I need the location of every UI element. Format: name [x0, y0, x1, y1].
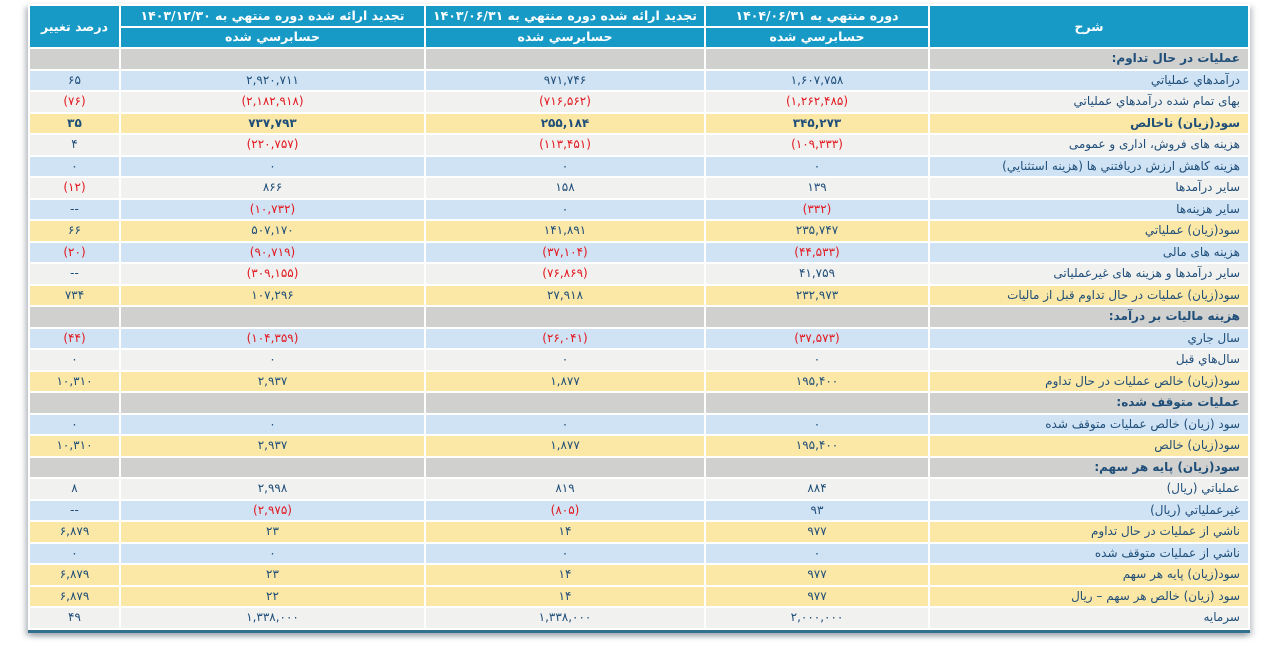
row-label: سود(زيان) عملياتي — [930, 221, 1248, 241]
row-label: هزينه های مالی — [930, 243, 1248, 263]
row-label: ساير درآمدها — [930, 178, 1248, 198]
value-cell: ۰ — [426, 415, 704, 435]
value-cell: ۳۴۵,۲۷۳ — [706, 114, 928, 134]
row-label: هزينه های فروش، اداری و عمومی — [930, 135, 1248, 155]
table-row — [30, 479, 1248, 499]
percent-change-cell: (۷۶) — [30, 92, 119, 112]
value-cell: ۸۱۹ — [426, 479, 704, 499]
value-cell: ۲,۹۳۷ — [121, 372, 424, 392]
value-cell: ۲۲ — [121, 587, 424, 607]
value-cell: ۹۷۷ — [706, 522, 928, 542]
value-cell: ۱۴۱,۸۹۱ — [426, 221, 704, 241]
value-cell: ۰ — [426, 350, 704, 370]
section-empty-cell — [30, 393, 119, 413]
value-cell: ۱۴ — [426, 522, 704, 542]
value-cell: ۲۳ — [121, 522, 424, 542]
table-row — [30, 565, 1248, 585]
percent-change-cell: ۶,۸۷۹ — [30, 565, 119, 585]
section-empty-cell — [426, 49, 704, 69]
value-cell: (۷۶,۸۶۹) — [426, 264, 704, 284]
row-label: درآمدهاي عملياتي — [930, 71, 1248, 91]
section-empty-cell — [426, 458, 704, 478]
value-cell: ۱۰۷,۲۹۶ — [121, 286, 424, 306]
percent-change-cell: -- — [30, 264, 119, 284]
value-cell: (۷۱۶,۵۶۲) — [426, 92, 704, 112]
table-row — [30, 200, 1248, 220]
table-body — [30, 49, 1248, 628]
percent-change-cell: (۴۴) — [30, 329, 119, 349]
value-cell: ۲,۹۳۷ — [121, 436, 424, 456]
row-label: سود(زيان) پايه هر سهم — [930, 565, 1248, 585]
value-cell: ۱,۸۷۷ — [426, 436, 704, 456]
percent-change-cell: ۰ — [30, 157, 119, 177]
value-cell: (۱۰۹,۳۳۳) — [706, 135, 928, 155]
value-cell: ۱۴ — [426, 565, 704, 585]
table-row — [30, 178, 1248, 198]
row-label: عملياتي (ريال) — [930, 479, 1248, 499]
section-empty-cell — [121, 49, 424, 69]
row-label: ساير درآمدها و هزينه های غيرعملياتی — [930, 264, 1248, 284]
value-cell: ۲۷,۹۱۸ — [426, 286, 704, 306]
value-cell: ۹۷۷ — [706, 587, 928, 607]
row-label: سرمايه — [930, 608, 1248, 628]
percent-change-cell: ۱۰,۳۱۰ — [30, 372, 119, 392]
row-label: سود (زيان) خالص هر سهم – ريال — [930, 587, 1248, 607]
value-cell: (۳۷,۵۷۳) — [706, 329, 928, 349]
value-cell: ۱۹۵,۴۰۰ — [706, 436, 928, 456]
value-cell: ۱,۶۰۷,۷۵۸ — [706, 71, 928, 91]
value-cell: ۲۳۲,۹۷۳ — [706, 286, 928, 306]
table-row — [30, 264, 1248, 284]
table-row — [30, 329, 1248, 349]
value-cell: ۰ — [706, 157, 928, 177]
row-label: سود(زيان) عمليات در حال تداوم قبل از ماليات — [930, 286, 1248, 306]
percent-change-cell: ۱۰,۳۱۰ — [30, 436, 119, 456]
percent-change-cell: ۶۶ — [30, 221, 119, 241]
percent-change-cell: ۷۳۴ — [30, 286, 119, 306]
value-cell: ۰ — [706, 544, 928, 564]
value-cell: ۰ — [706, 350, 928, 370]
value-cell: ۲,۹۲۰,۷۱۱ — [121, 71, 424, 91]
column-subheader-audited-restated-half: حسابرسي شده — [426, 28, 704, 48]
row-label: سال جاري — [930, 329, 1248, 349]
section-empty-cell — [30, 49, 119, 69]
table-row — [30, 135, 1248, 155]
value-cell: ۷۳۷,۷۹۳ — [121, 114, 424, 134]
value-cell: ۰ — [706, 415, 928, 435]
value-cell: (۳۷,۱۰۴) — [426, 243, 704, 263]
value-cell: (۱,۲۶۲,۴۸۵) — [706, 92, 928, 112]
income-statement-table-frame — [28, 4, 1250, 633]
value-cell: ۱۵۸ — [426, 178, 704, 198]
section-label: عمليات متوقف شده: — [930, 393, 1248, 413]
value-cell: ۰ — [121, 157, 424, 177]
value-cell: ۰ — [121, 350, 424, 370]
value-cell: ۱,۸۷۷ — [426, 372, 704, 392]
value-cell: ۱۹۵,۴۰۰ — [706, 372, 928, 392]
section-empty-cell — [121, 307, 424, 327]
table-row — [30, 350, 1248, 370]
percent-change-cell: (۲۰) — [30, 243, 119, 263]
value-cell: ۲۳ — [121, 565, 424, 585]
table-row — [30, 436, 1248, 456]
table-row — [30, 114, 1248, 134]
table-row — [30, 157, 1248, 177]
value-cell: ۹۷۱,۷۴۶ — [426, 71, 704, 91]
row-label: بهای تمام شده درآمدهاي عملياتي — [930, 92, 1248, 112]
section-empty-cell — [706, 49, 928, 69]
value-cell: ۹۷۷ — [706, 565, 928, 585]
table-row — [30, 544, 1248, 564]
row-label: غيرعملياتي (ريال) — [930, 501, 1248, 521]
table-row — [30, 587, 1248, 607]
section-empty-cell — [706, 307, 928, 327]
value-cell: (۱۱۳,۴۵۱) — [426, 135, 704, 155]
table-row — [30, 221, 1248, 241]
table-row — [30, 608, 1248, 628]
value-cell: ۵۰۷,۱۷۰ — [121, 221, 424, 241]
value-cell: (۲۶,۰۴۱) — [426, 329, 704, 349]
percent-change-cell: ۶۵ — [30, 71, 119, 91]
value-cell: (۲۲۰,۷۵۷) — [121, 135, 424, 155]
section-empty-cell — [426, 307, 704, 327]
section-label: سود(زيان) پايه هر سهم: — [930, 458, 1248, 478]
table-row — [30, 415, 1248, 435]
row-label: سود(زيان) ناخالص — [930, 114, 1248, 134]
section-label: هزينه ماليات بر درآمد: — [930, 307, 1248, 327]
row-label: سود (زيان) خالص عمليات متوقف شده — [930, 415, 1248, 435]
row-label: ناشي از عمليات در حال تداوم — [930, 522, 1248, 542]
column-header-description: شرح — [930, 6, 1248, 47]
percent-change-cell: -- — [30, 200, 119, 220]
percent-change-cell: ۴ — [30, 135, 119, 155]
section-empty-cell — [121, 458, 424, 478]
percent-change-cell: ۶,۸۷۹ — [30, 522, 119, 542]
value-cell: (۸۰۵) — [426, 501, 704, 521]
value-cell: ۲۵۵,۱۸۴ — [426, 114, 704, 134]
section-row — [30, 393, 1248, 413]
value-cell: ۱,۳۳۸,۰۰۰ — [121, 608, 424, 628]
table-row — [30, 243, 1248, 263]
section-row — [30, 458, 1248, 478]
income-statement-table — [28, 4, 1250, 630]
table-row — [30, 92, 1248, 112]
row-label: سود(زيان) خالص عمليات در حال تداوم — [930, 372, 1248, 392]
column-subheader-audited-current: حسابرسي شده — [706, 28, 928, 48]
row-label: ناشي از عمليات متوقف شده — [930, 544, 1248, 564]
value-cell: ۰ — [121, 415, 424, 435]
percent-change-cell: ۴۹ — [30, 608, 119, 628]
value-cell: ۴۱,۷۵۹ — [706, 264, 928, 284]
value-cell: ۸۶۶ — [121, 178, 424, 198]
column-header-period-restated-year: تجديد ارائه شده دوره منتهي به ۱۴۰۳/۱۲/۳۰ — [121, 6, 424, 26]
value-cell: (۱۰,۷۳۲) — [121, 200, 424, 220]
section-row — [30, 49, 1248, 69]
section-empty-cell — [426, 393, 704, 413]
percent-change-cell: ۰ — [30, 415, 119, 435]
row-label: سال‌هاي قبل — [930, 350, 1248, 370]
table-row — [30, 286, 1248, 306]
percent-change-cell: ۸ — [30, 479, 119, 499]
percent-change-cell: ۰ — [30, 350, 119, 370]
value-cell: ۱۴ — [426, 587, 704, 607]
value-cell: ۹۳ — [706, 501, 928, 521]
column-header-period-restated-half: تجديد ارائه شده دوره منتهي به ۱۴۰۳/۰۶/۳۱ — [426, 6, 704, 26]
percent-change-cell: ۶,۸۷۹ — [30, 587, 119, 607]
value-cell: (۲,۹۷۵) — [121, 501, 424, 521]
value-cell: ۰ — [426, 200, 704, 220]
table-row — [30, 522, 1248, 542]
value-cell: ۸۸۴ — [706, 479, 928, 499]
value-cell: ۲,۹۹۸ — [121, 479, 424, 499]
section-empty-cell — [706, 393, 928, 413]
value-cell: ۲۳۵,۷۴۷ — [706, 221, 928, 241]
column-header-percent-change: درصد تغيير — [30, 6, 119, 47]
table-header — [30, 6, 1248, 47]
percent-change-cell: ۰ — [30, 544, 119, 564]
value-cell: ۰ — [426, 157, 704, 177]
value-cell: ۰ — [121, 544, 424, 564]
value-cell: ۱۳۹ — [706, 178, 928, 198]
column-header-period-current: دوره منتهي به ۱۴۰۴/۰۶/۳۱ — [706, 6, 928, 26]
column-subheader-audited-restated-year: حسابرسي شده — [121, 28, 424, 48]
value-cell: (۱۰۴,۳۵۹) — [121, 329, 424, 349]
table-row — [30, 71, 1248, 91]
section-empty-cell — [30, 307, 119, 327]
percent-change-cell: ۳۵ — [30, 114, 119, 134]
value-cell: ۱,۳۳۸,۰۰۰ — [426, 608, 704, 628]
value-cell: (۳۰۹,۱۵۵) — [121, 264, 424, 284]
percent-change-cell: (۱۲) — [30, 178, 119, 198]
section-row — [30, 307, 1248, 327]
percent-change-cell: -- — [30, 501, 119, 521]
section-empty-cell — [30, 458, 119, 478]
section-label: عمليات در حال تداوم: — [930, 49, 1248, 69]
section-empty-cell — [121, 393, 424, 413]
table-row — [30, 372, 1248, 392]
value-cell: ۰ — [426, 544, 704, 564]
value-cell: (۹۰,۷۱۹) — [121, 243, 424, 263]
value-cell: (۴۴,۵۳۳) — [706, 243, 928, 263]
table-row — [30, 501, 1248, 521]
value-cell: (۳۳۲) — [706, 200, 928, 220]
value-cell: ۲,۰۰۰,۰۰۰ — [706, 608, 928, 628]
row-label: سود(زيان) خالص — [930, 436, 1248, 456]
section-empty-cell — [706, 458, 928, 478]
row-label: ساير هزينه‌ها — [930, 200, 1248, 220]
value-cell: (۲,۱۸۲,۹۱۸) — [121, 92, 424, 112]
row-label: هزينه كاهش ارزش دريافتني ها (هزينه استثنايي) — [930, 157, 1248, 177]
